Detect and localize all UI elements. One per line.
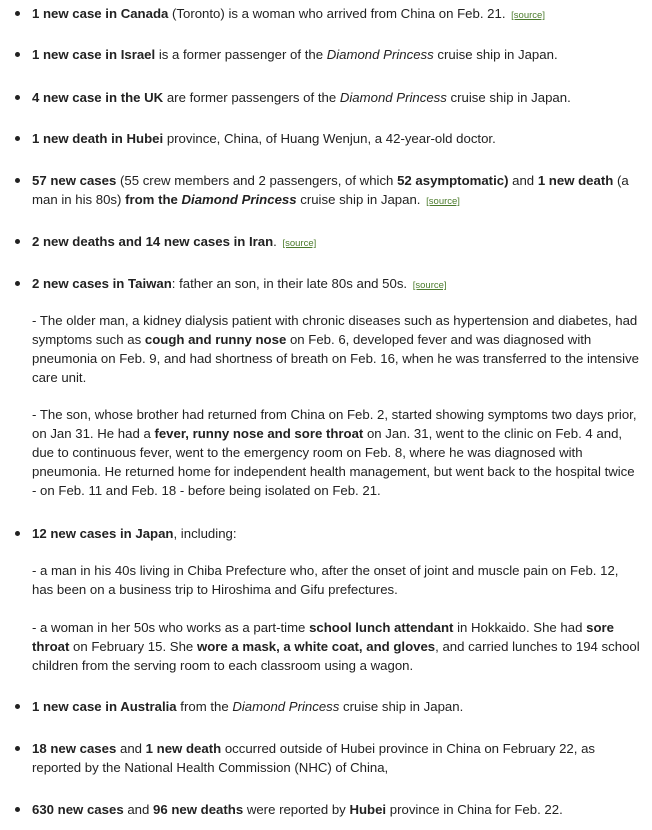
bold-text-run: 2 new deaths and 14 new cases in Iran	[32, 234, 274, 249]
text-run: - The older man, a kidney dialysis patient with chronic diseases such as hypertension and diabetes, had symptoms such as	[32, 313, 638, 347]
text-run: and	[116, 741, 146, 756]
text-run: - a woman in her 50s who works as a part-time	[32, 620, 310, 635]
bold-italic-text-run: Diamond Princess	[181, 192, 297, 207]
bold-text-run: 12 new cases in Japan	[32, 526, 174, 541]
text-run: and	[508, 173, 538, 188]
bold-text-run: fever, runny nose and sore throat	[154, 426, 364, 441]
hubei-province-item	[32, 800, 642, 819]
bold-text-run: 1 new death	[537, 173, 614, 188]
text-run: , including:	[173, 526, 237, 541]
bold-text-run: wore a mask, a white coat, and gloves	[196, 639, 436, 654]
text-run: cruise ship in Japan.	[433, 47, 558, 62]
japan-chiba-detail	[32, 561, 642, 599]
bold-text-run: 1 new case in Canada	[32, 6, 169, 21]
japan-hokkaido-detail	[32, 618, 642, 675]
iran-case-item	[32, 232, 642, 253]
canada-case-item	[32, 4, 642, 25]
taiwan-son-detail	[32, 405, 642, 500]
text-run: (Toronto) is a woman who arrived from China on Feb. 21.	[168, 6, 510, 21]
bold-text-run: cough and runny nose	[144, 332, 287, 347]
bold-text-run: 18 new cases	[32, 741, 117, 756]
china-outside-hubei-item	[32, 739, 642, 777]
bold-text-run: 1 new case in Israel	[32, 47, 156, 62]
text-run: cruise ship in Japan.	[446, 90, 571, 105]
text-run: - The son, whose brother had returned from China on Feb. 2, started showing symptoms two days prior, on Jan 31. He had a	[32, 407, 637, 441]
text-run: province in China for Feb. 22.	[386, 802, 563, 817]
bold-text-run: 2 new cases in Taiwan	[32, 276, 172, 291]
bold-text-run: school lunch attendant	[309, 620, 454, 635]
text-run: were reported by	[243, 802, 350, 817]
source-link[interactable]: [source]	[511, 10, 545, 21]
text-run: on Feb. 6, developed fever and was diagnosed with pneumonia on Feb. 9, and had shortness of breath on Feb. 16, when he was transferred to the intensive care unit.	[32, 332, 640, 385]
bold-text-run: 96 new deaths	[153, 802, 244, 817]
diamond-princess-item	[32, 171, 642, 211]
bold-text-run: 1 new death	[145, 741, 222, 756]
bold-text-run: 52 asymptomatic)	[397, 173, 509, 188]
bold-text-run: 1 new death in Hubei	[32, 131, 164, 146]
uk-case-item	[32, 88, 642, 107]
text-run: occurred outside of Hubei province in China on February 22, as reported by the National Health Commission (NHC) of China,	[32, 741, 596, 775]
italic-text-run: Diamond Princess	[339, 90, 447, 105]
source-link[interactable]: [source]	[412, 280, 447, 291]
bold-text-run: 630 new cases	[32, 802, 124, 817]
bold-text-run: from the	[125, 192, 182, 207]
bold-text-run: Hubei	[349, 802, 387, 817]
text-run: from the	[176, 699, 233, 714]
text-run: and	[123, 802, 153, 817]
bold-text-run: 1 new case in Australia	[32, 699, 177, 714]
bold-text-run: 57 new cases	[32, 173, 117, 188]
text-run: are former passengers of the	[163, 90, 340, 105]
text-run: .	[273, 234, 281, 249]
text-run: on February 15. She	[69, 639, 197, 654]
text-run: province, China, of Huang Wenjun, a 42-year-old doctor.	[163, 131, 496, 146]
japan-case-item	[32, 524, 642, 543]
text-run: (a man in his 80s)	[32, 173, 629, 207]
italic-text-run: Diamond Princess	[326, 47, 434, 62]
bold-text-run: 4 new case in the UK	[32, 90, 164, 105]
text-run: - a man in his 40s living in Chiba Prefecture who, after the onset of joint and muscle pain on Feb. 12, has been on a business trip to Hiroshima and Gifu prefectures.	[32, 563, 619, 597]
text-run: in Hokkaido. She had	[453, 620, 587, 635]
text-run: : father an son, in their late 80s and 50s.	[171, 276, 411, 291]
taiwan-older-man-detail	[32, 311, 642, 387]
israel-case-item	[32, 45, 642, 64]
text-run: , and carried lunches to 194 school children from the serving room to each classroom using a wagon.	[32, 639, 640, 673]
text-run: cruise ship in Japan.	[339, 699, 464, 714]
text-run: (55 crew members and 2 passengers, of which	[116, 173, 398, 188]
bold-text-run: sore throat	[32, 620, 614, 654]
source-link[interactable]: [source]	[426, 196, 460, 207]
text-run: cruise ship in Japan.	[296, 192, 425, 207]
text-run: on Jan. 31, went to the clinic on Feb. 4 and, due to continuous fever, went to the emergency room on Feb. 8, where he was diagnosed with pneumonia. He returned home for independent health management, but went back to the hospital twice - on Feb. 11 and Feb. 18 - before being isolated on Feb. 21.	[32, 426, 635, 498]
taiwan-case-item	[32, 274, 642, 295]
italic-text-run: Diamond Princess	[232, 699, 340, 714]
text-run: is a former passenger of the	[155, 47, 327, 62]
australia-case-item	[32, 697, 642, 716]
hubei-death-item	[32, 129, 642, 148]
source-link[interactable]: [source]	[282, 238, 317, 249]
